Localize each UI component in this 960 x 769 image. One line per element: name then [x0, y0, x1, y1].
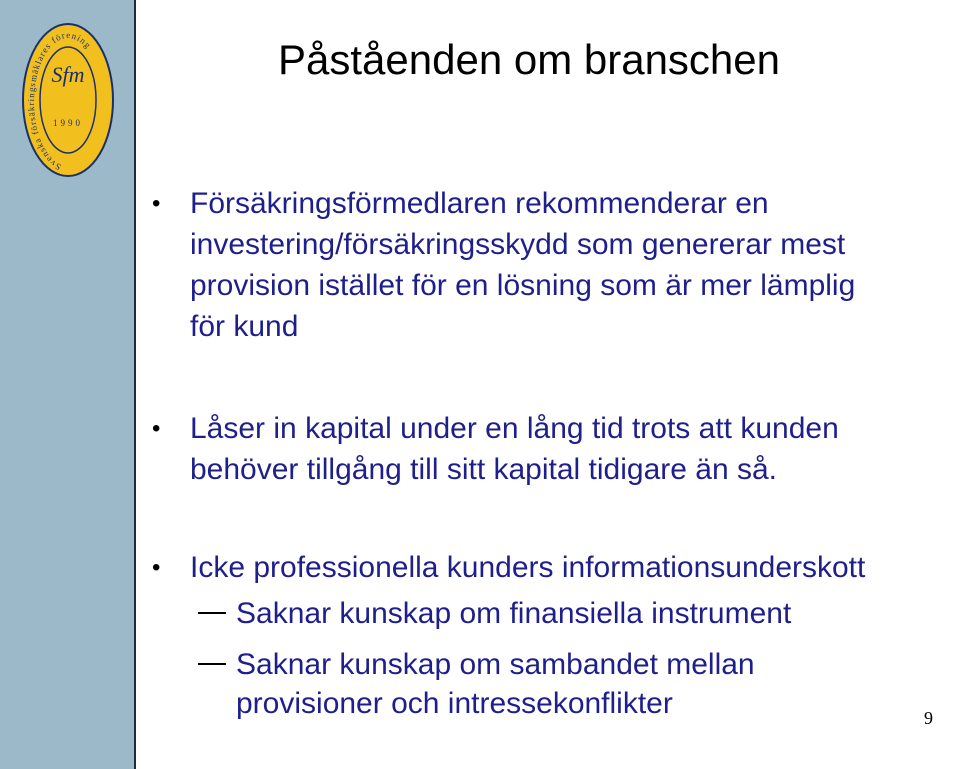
bullet-item [152, 408, 839, 490]
sub-bullet-line: Saknar kunskap om finansiella instrument [236, 597, 792, 630]
logo-ring-text: Svenska försäkringsmäklares förening [25, 29, 94, 173]
dash-icon [198, 612, 226, 614]
page-number: 9 [924, 708, 933, 728]
bullet-dot-icon: • [152, 415, 161, 442]
bullet-item [152, 183, 856, 347]
sub-bullet-item [236, 645, 755, 723]
bullet-line: Icke professionella kunders informationsunderskott [190, 551, 866, 584]
sub-bullet-line: provisioner och intressekonflikter [236, 687, 673, 720]
bullet-line: investering/försäkringsskydd som genererar mest [190, 228, 846, 261]
sub-bullet-item [236, 594, 791, 633]
bullet-line: Försäkringsförmedlaren rekommenderar en [190, 187, 769, 220]
sub-bullet-line: Saknar kunskap om sambandet mellan [236, 648, 755, 681]
bullet-item [152, 547, 866, 588]
bullet-dot-icon: • [152, 554, 161, 581]
sfm-logo [22, 22, 114, 178]
logo-letters: Sfm [51, 62, 85, 87]
bullet-dot-icon: • [152, 190, 161, 217]
bullet-line: behöver tillgång till sitt kapital tidigare än så. [190, 453, 777, 486]
bullet-line: Låser in kapital under en lång tid trots att kunden [190, 412, 839, 445]
dash-icon [198, 663, 226, 665]
bullet-line: för kund [190, 310, 299, 343]
logo-year: 1990 [53, 118, 83, 128]
slide-title: Påståenden om branschen [278, 36, 781, 83]
bullet-line: provision istället för en lösning som är mer lämplig [190, 269, 856, 302]
sidebar [0, 0, 136, 769]
